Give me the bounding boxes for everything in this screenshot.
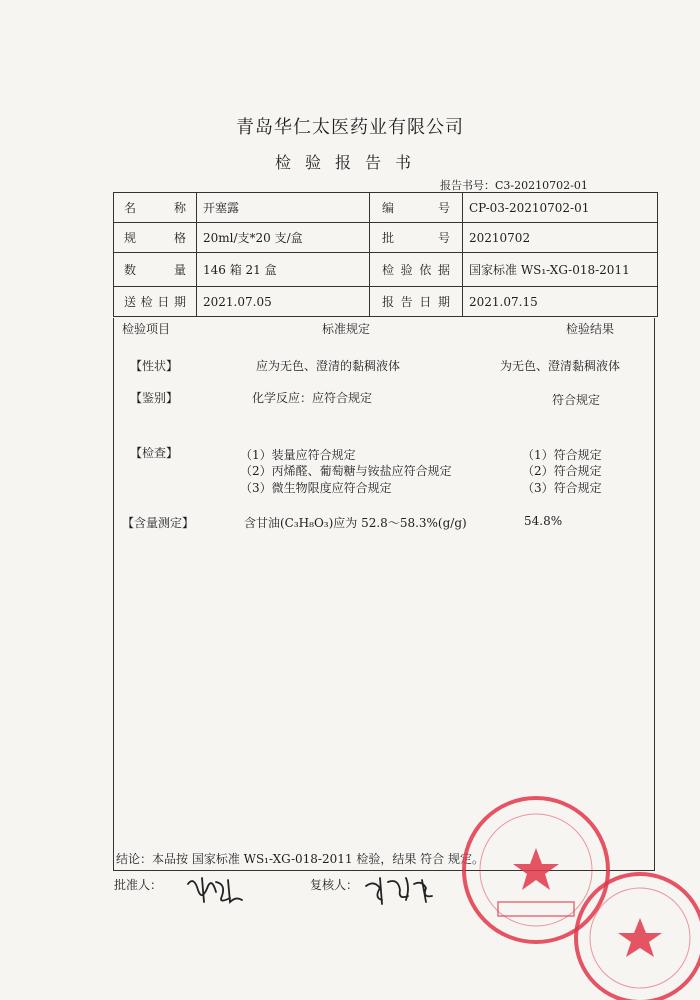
test-assay-name: 【含量测定】 xyxy=(122,516,195,530)
test-identification-standard: 化学反应：应符合规定 xyxy=(252,391,373,405)
label-submit-date: 送检日期 xyxy=(114,287,197,317)
label-report-date: 报告日期 xyxy=(370,287,463,317)
table-row xyxy=(114,223,658,253)
label-code: 编号 xyxy=(370,193,463,223)
value-code: CP-03-20210702-01 xyxy=(463,193,658,223)
value-name: 开塞露 xyxy=(197,193,370,223)
label-quantity: 数量 xyxy=(114,253,197,287)
inspection-result-2: （2）符合规定 xyxy=(522,464,602,478)
test-appearance-standard: 应为无色、澄清的黏稠液体 xyxy=(256,359,401,373)
table-row xyxy=(114,193,658,223)
approver-label: 批准人： xyxy=(114,878,163,892)
label-spec: 规格 xyxy=(114,223,197,253)
test-assay-standard: 含甘油(C₃H₈O₃)应为 52.8～58.3%(g/g) xyxy=(244,516,467,530)
value-batch: 20210702 xyxy=(463,223,658,253)
approver-signature xyxy=(180,872,250,910)
report-number: 报告书号：C3-20210702-01 xyxy=(440,179,588,192)
inspection-standard-3: （3）微生物限度应符合规定 xyxy=(240,481,392,495)
reviewer-label: 复核人： xyxy=(310,878,359,892)
value-basis: 国家标准 WS₁-XG-018-2011 xyxy=(463,253,658,287)
document-title: 检验报告书 xyxy=(274,153,425,172)
reviewer-signature xyxy=(362,872,438,910)
test-identification-name: 【鉴别】 xyxy=(130,391,179,405)
inspection-result-3: （3）符合规定 xyxy=(522,481,602,495)
test-assay-result: 54.8% xyxy=(524,514,563,528)
test-identification-result: 符合规定 xyxy=(552,393,601,407)
table-row xyxy=(114,287,658,317)
company-name: 青岛华仁太医药业有限公司 xyxy=(236,117,464,138)
label-name: 名称 xyxy=(114,193,197,223)
column-result: 检验结果 xyxy=(566,322,615,336)
inspection-standard-2: （2）丙烯醛、葡萄糖与铵盐应符合规定 xyxy=(240,464,452,478)
table-row xyxy=(114,253,658,287)
value-report-date: 2021.07.15 xyxy=(463,287,658,317)
label-basis: 检验依据 xyxy=(370,253,463,287)
header-table xyxy=(113,192,658,317)
inspection-standard-1: （1）装量应符合规定 xyxy=(240,448,356,462)
test-appearance-result: 为无色、澄清黏稠液体 xyxy=(500,359,621,373)
value-submit-date: 2021.07.05 xyxy=(197,287,370,317)
label-batch: 批号 xyxy=(370,223,463,253)
value-quantity: 146 箱 21 盒 xyxy=(197,253,370,287)
column-standard: 标准规定 xyxy=(322,322,371,336)
test-inspection-name: 【检查】 xyxy=(130,446,179,460)
value-spec: 20ml/支*20 支/盒 xyxy=(197,223,370,253)
inspection-result-1: （1）符合规定 xyxy=(522,448,602,462)
conclusion: 结论：本品按 国家标准 WS₁-XG-018-2011 检验，结果 符合 规定。 xyxy=(116,852,484,866)
test-appearance-name: 【性状】 xyxy=(130,359,179,373)
quality-seal-stamp xyxy=(566,862,700,1000)
column-item: 检验项目 xyxy=(122,322,171,336)
